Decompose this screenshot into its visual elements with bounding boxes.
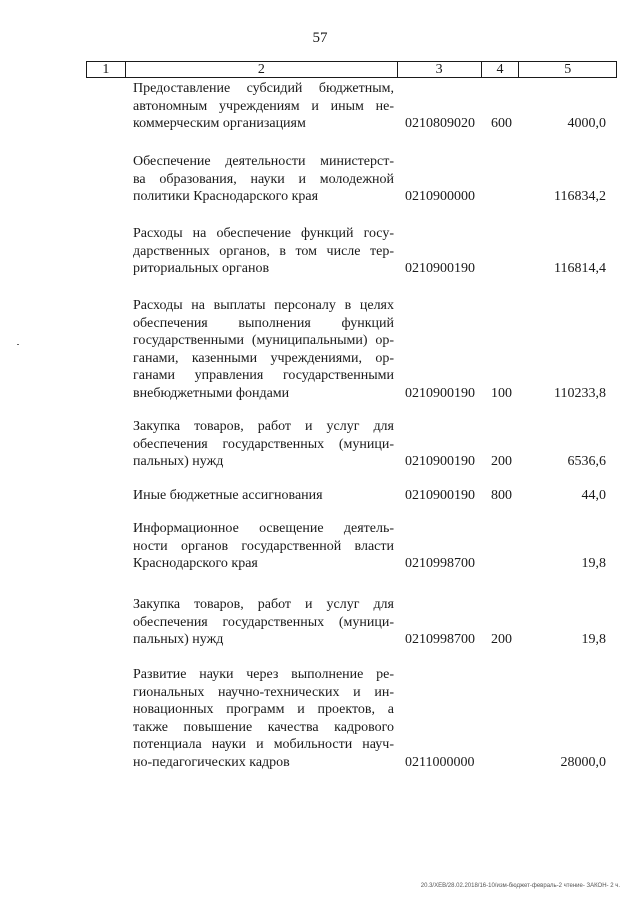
row-description-line: Развитие науки через выполнение ре- <box>133 667 394 682</box>
row-description <box>133 666 394 771</box>
footer-stamp: 20.3/ХЕВ/28.02.2018/16-10/изм-бюджет-февраль-2 чтение- ЗАКОН- 2 ч. <box>420 883 620 889</box>
row-expense-type: 200 <box>491 632 512 647</box>
row-expense-type: 100 <box>491 385 512 401</box>
row-amount: 19,8 <box>581 556 606 571</box>
row-description-line: политики Краснодарского края <box>133 189 319 204</box>
row-description-line: обеспечения выполнения функций <box>133 315 394 331</box>
row-description-line: государственными (муниципальными) ор- <box>133 333 394 348</box>
row-description-line: риториальных органов <box>133 261 270 276</box>
row-description-line: Краснодарского края <box>133 556 258 571</box>
row-code: 0210900190 <box>405 488 475 503</box>
header-col-2: 2 <box>126 62 398 77</box>
row-description-line: новационных программ и проектов, а <box>133 702 394 717</box>
row-amount: 4000,0 <box>567 116 606 131</box>
row-description <box>133 297 394 402</box>
row-expense-type: 600 <box>491 116 512 131</box>
row-description-line: также повышение качества кадрового <box>133 719 394 735</box>
row-description <box>133 225 394 278</box>
header-col-5: 5 <box>564 62 572 77</box>
row-description <box>133 153 394 206</box>
row-code: 0210998700 <box>405 556 475 571</box>
row-amount: 116834,2 <box>554 189 606 204</box>
row-description-line: пальных) нужд <box>133 454 224 469</box>
row-description <box>133 487 394 505</box>
row-description-line: но-педагогических кадров <box>133 754 290 770</box>
row-description-line: Закупка товаров, работ и услуг для <box>133 419 394 434</box>
row-code: 0210900190 <box>405 261 475 276</box>
row-code: 0210809020 <box>405 116 475 131</box>
row-amount: 19,8 <box>581 632 606 647</box>
row-description-line: Обеспечение деятельности министерст- <box>133 154 394 169</box>
row-amount: 44,0 <box>581 488 606 503</box>
row-code: 0211000000 <box>405 754 475 770</box>
row-description-line: ганами управления государственными <box>133 368 394 383</box>
row-description-line: Предоставление субсидий бюджетным, <box>133 81 394 96</box>
row-description-line: коммерческим организациям <box>133 116 306 131</box>
row-description-line: дарственных органов, в том числе тер- <box>133 243 394 259</box>
row-description-line: обеспечения государственных (муници- <box>133 436 394 452</box>
row-description-line: пальных) нужд <box>133 632 224 647</box>
table-header <box>86 61 617 78</box>
row-description-line: Иные бюджетные ассигнования <box>133 488 323 503</box>
row-amount: 116814,4 <box>554 261 606 276</box>
row-description-line: Информационное освещение деятель- <box>133 521 394 536</box>
row-amount: 6536,6 <box>567 454 606 469</box>
row-description <box>133 80 394 133</box>
row-description-line: потенциала науки и мобильности науч- <box>133 737 394 752</box>
row-description-line: Закупка товаров, работ и услуг для <box>133 597 394 612</box>
row-description <box>133 418 394 471</box>
page-number: 57 <box>312 30 328 46</box>
row-amount: 110233,8 <box>554 385 606 401</box>
header-col-4: 4 <box>482 62 520 77</box>
row-expense-type: 200 <box>491 454 512 469</box>
row-description-line: ганами, казенными учреждениями, ор- <box>133 350 394 366</box>
row-description-line: ва образования, науки и молодежной <box>133 171 394 187</box>
row-description-line: автономным учреждениям и иным не- <box>133 98 394 114</box>
row-description <box>133 520 394 573</box>
row-description-line: гиональных научно-технических и ин- <box>133 684 394 700</box>
scan-speck <box>17 344 19 345</box>
row-description-line: Расходы на обеспечение функций госу- <box>133 226 394 241</box>
row-description-line: обеспечения государственных (муници- <box>133 614 394 630</box>
row-amount: 28000,0 <box>560 754 606 770</box>
row-code: 0210900000 <box>405 189 475 204</box>
header-col-3: 3 <box>398 62 482 77</box>
row-description-line: ности органов государственной власти <box>133 538 394 554</box>
row-description-line: Расходы на выплаты персоналу в целях <box>133 298 394 313</box>
row-code: 0210900190 <box>405 385 475 401</box>
row-code: 0210900190 <box>405 454 475 469</box>
header-col-1: 1 <box>87 62 126 77</box>
row-description <box>133 596 394 649</box>
row-expense-type: 800 <box>491 488 512 503</box>
row-code: 0210998700 <box>405 632 475 647</box>
row-description-line: внебюджетными фондами <box>133 385 290 401</box>
